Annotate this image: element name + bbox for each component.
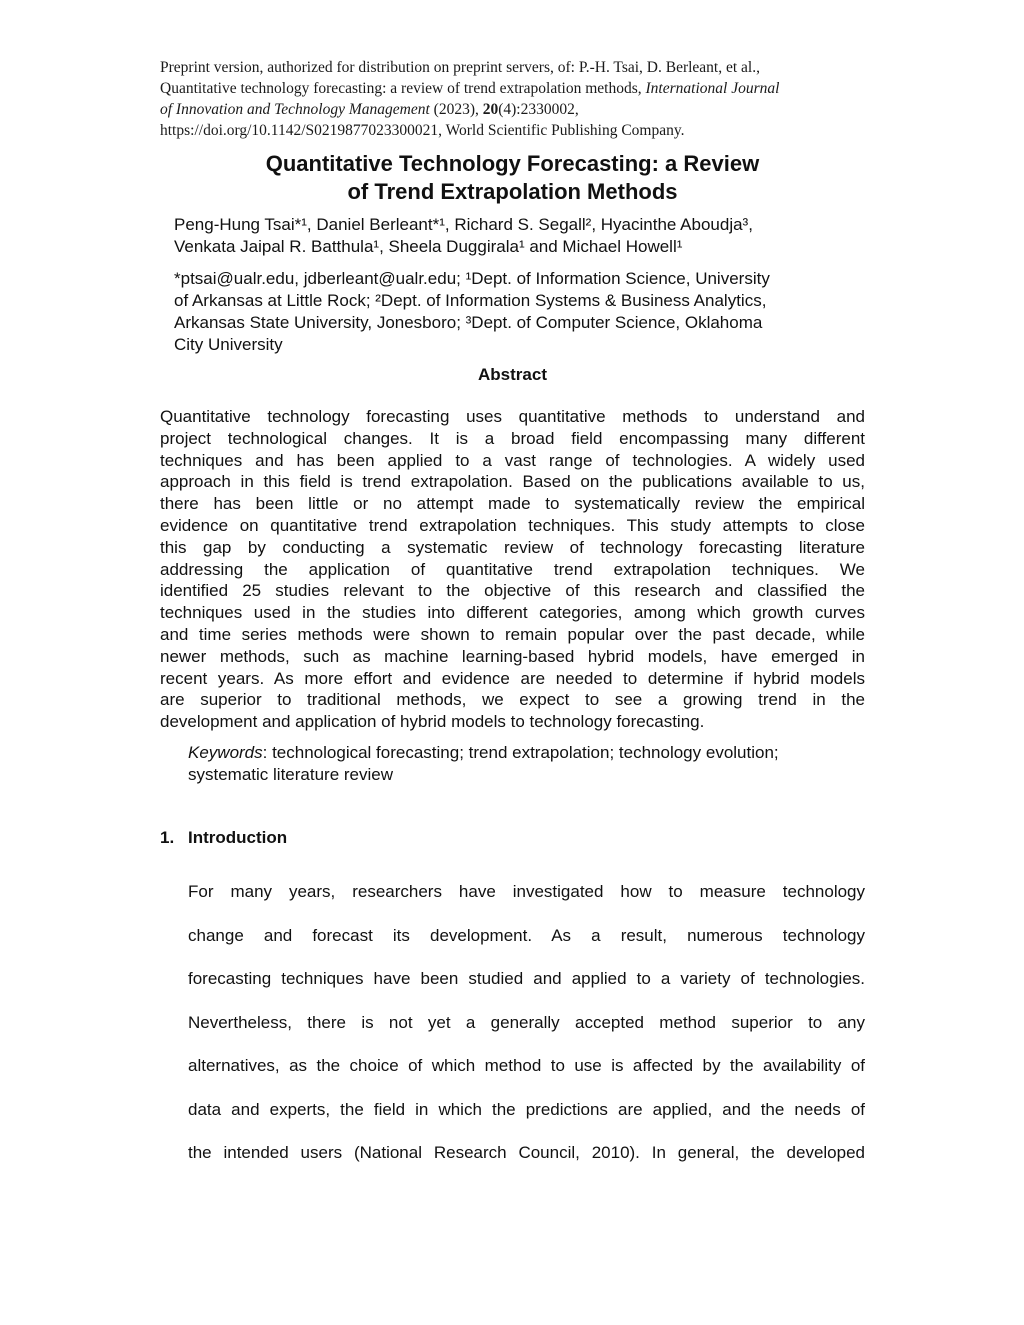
introduction-body: [188, 870, 865, 1175]
affiliations: [174, 268, 854, 356]
keywords-line-2: systematic literature review: [188, 765, 394, 784]
affiliation-line-4: City University: [174, 335, 283, 354]
preprint-journal-name-cont: of Innovation and Technology Management: [160, 101, 430, 118]
preprint-article-title: Quantitative technology forecasting: a review of trend extrapolation methods,: [160, 80, 646, 97]
intro-line: For many years, researchers have investigated how to measure technology: [188, 882, 865, 901]
abstract-line: approach in this field is trend extrapolation. Based on the publications available to us,: [160, 472, 865, 492]
abstract-line: recent years. As more effort and evidence are needed to determine if hybrid models: [160, 668, 865, 688]
section-number: 1.: [160, 828, 175, 847]
abstract-line: newer methods, such as machine learning-based hybrid models, have emerged in: [160, 646, 865, 666]
preprint-notice: [160, 57, 865, 141]
author-line-1: Peng-Hung Tsai*¹, Daniel Berleant*¹, Richard S. Segall², Hyacinthe Aboudja³,: [174, 215, 753, 234]
preprint-volume: 20: [482, 101, 499, 118]
preprint-line-2: [160, 78, 865, 99]
intro-line: data and experts, the field in which the predictions are applied, and the needs of: [188, 1099, 865, 1119]
keywords-line-1: [188, 742, 865, 764]
intro-line: the intended users (National Research Council, 2010). In general, the developed: [188, 1143, 865, 1162]
preprint-issue: (4):2330002,: [498, 101, 579, 118]
abstract-line: are superior to traditional methods, we expect to see a growing trend in the: [160, 690, 865, 710]
keywords-list: : technological forecasting; trend extrapolation; technology evolution;: [262, 743, 779, 762]
intro-line: change and forecast its development. As a result, numerous technology: [188, 925, 865, 945]
affiliation-line-2: of Arkansas at Little Rock; ²Dept. of Information Systems & Business Analytics,: [174, 291, 767, 310]
author-line-2: Venkata Jaipal R. Batthula¹, Sheela Duggirala¹ and Michael Howell¹: [174, 237, 683, 256]
abstract-line: there has been little or no attempt made to systematically review the empirical: [160, 494, 865, 514]
section-title: Introduction: [188, 828, 288, 847]
preprint-line-3: [160, 99, 865, 120]
intro-line: alternatives, as the choice of which method to use is affected by the availability of: [188, 1056, 865, 1075]
intro-line: forecasting techniques have been studied and applied to a variety of technologies.: [188, 969, 865, 988]
section-heading-introduction: [160, 827, 865, 849]
keywords-label: Keywords: [188, 743, 263, 762]
abstract-heading: Abstract: [478, 365, 547, 384]
abstract-line: evidence on quantitative trend extrapolation techniques. This study attempts to close: [160, 515, 865, 535]
paper-title: [160, 150, 865, 206]
abstract-line: and time series methods were shown to remain popular over the past decade, while: [160, 624, 865, 644]
keywords: [188, 742, 865, 786]
abstract-line: addressing the application of quantitative trend extrapolation techniques. We: [160, 559, 865, 579]
abstract-line: this gap by conducting a systematic review of technology forecasting literature: [160, 537, 865, 557]
paper-title-line-2: of Trend Extrapolation Methods: [347, 179, 678, 204]
author-list: [174, 214, 854, 258]
abstract-line: techniques used in the studies into different categories, among which growth curves: [160, 603, 865, 623]
preprint-line-1: Preprint version, authorized for distribution on preprint servers, of: P.-H. Tsai, D. Berleant, et al.,: [160, 59, 760, 76]
abstract-line: project technological changes. It is a broad field encompassing many different: [160, 428, 865, 448]
paper-title-line-1: Quantitative Technology Forecasting: a Review: [265, 151, 760, 176]
preprint-journal-name: International Journal: [645, 80, 780, 97]
affiliation-line-1: *ptsai@ualr.edu, jdberleant@ualr.edu; ¹Dept. of Information Science, University: [174, 269, 770, 288]
abstract-line: techniques and has been applied to a vast range of technologies. A widely used: [160, 450, 865, 470]
abstract-body: [160, 406, 865, 733]
affiliation-line-3: Arkansas State University, Jonesboro; ³Dept. of Computer Science, Oklahoma: [174, 313, 763, 332]
abstract-line: Quantitative technology forecasting uses quantitative methods to understand and: [160, 407, 865, 426]
preprint-year: (2023),: [429, 101, 483, 118]
abstract-line: identified 25 studies relevant to the objective of this research and classified the: [160, 581, 865, 601]
intro-line: Nevertheless, there is not yet a generally accepted method superior to any: [188, 1012, 865, 1032]
abstract-line: development and application of hybrid models to technology forecasting.: [160, 712, 705, 732]
preprint-doi-line: https://doi.org/10.1142/S0219877023300021, World Scientific Publishing Company.: [160, 122, 685, 139]
